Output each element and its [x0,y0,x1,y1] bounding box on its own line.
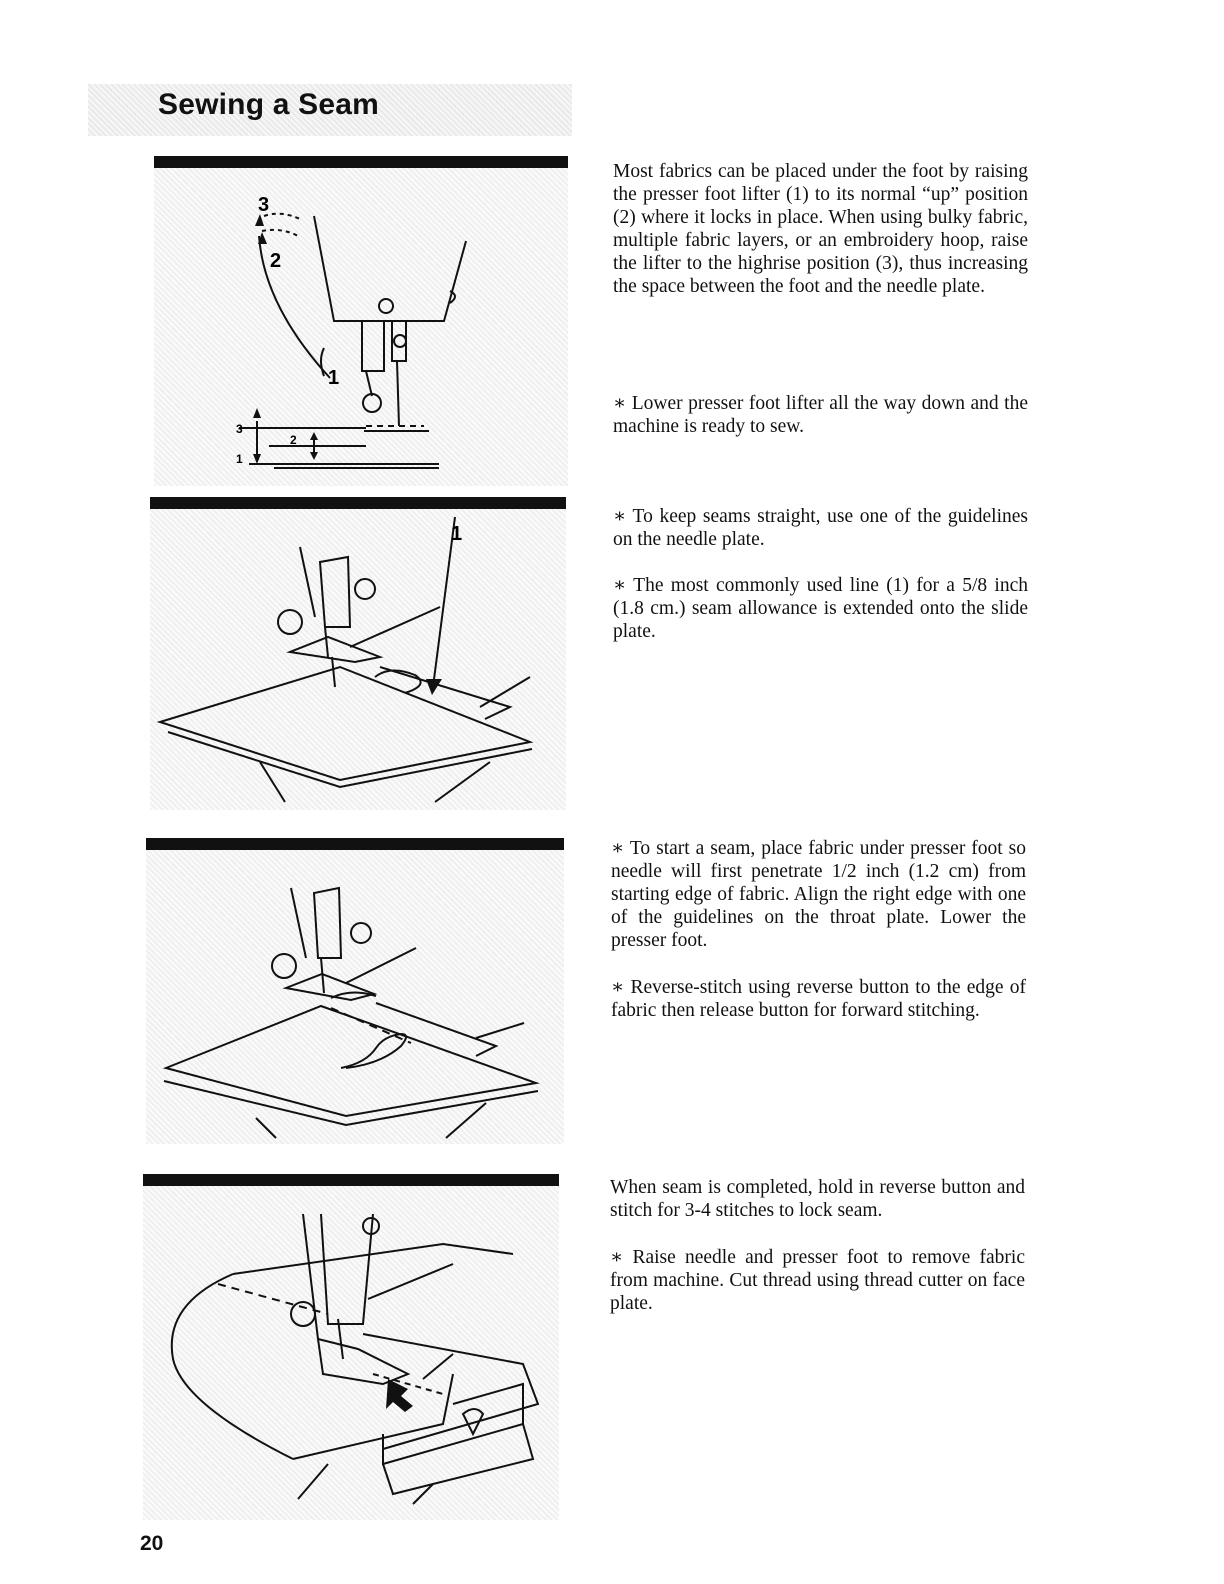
paragraph-lower-lifter: ∗ Lower presser foot lifter all the way down and the machine is ready to sew. [613,393,1028,437]
guideline-label-1: 1 [451,523,463,545]
lifter-label-1: 1 [328,367,340,389]
figure-seam-guideline [150,497,566,810]
figure-remove-fabric [143,1174,559,1520]
presser-foot-lifter-illustration [154,156,568,486]
gauge-label-3: 3 [236,422,243,436]
paragraph-reverse-stitch: ∗ Reverse-stitch using reverse button to the edge of fabric then release button for forward stitching. [611,977,1026,1021]
gauge-label-2: 2 [290,433,297,447]
paragraph-start-seam: ∗ To start a seam, place fabric under presser foot so needle will first penetrate 1/2 inch (1.2 cm) from starting edge of fabric. Align the right edge with one of the guidelines on the throat plate. Lower the presser foot. [611,838,1026,951]
paragraph-raise-lifter: Most fabrics can be placed under the foot by raising the presser foot lifter (1) to its normal “up” position (2) where it locks in place. When using bulky fabric, multiple fabric layers, or an embroidery hoop, raise the lifter to the highrise position (3), thus increasing the space between the foot and the needle plate. [613,161,1028,297]
lifter-label-3: 3 [258,194,270,216]
paragraph-common-line: ∗ The most commonly used line (1) for a 5/8 inch (1.8 cm.) seam allowance is extended onto the slide plate. [613,575,1028,642]
gauge-label-1: 1 [236,452,243,466]
paragraph-keep-straight: ∗ To keep seams straight, use one of the guidelines on the needle plate. [613,506,1028,550]
paragraph-lock-seam: When seam is completed, hold in reverse button and stitch for 3-4 stitches to lock seam. [610,1177,1025,1221]
figure-start-seam [146,838,564,1144]
figure-presser-foot-lifter [154,156,568,486]
page-number: 20 [140,1532,164,1555]
seam-guideline-illustration [150,497,566,810]
remove-fabric-illustration [143,1174,559,1520]
lifter-label-2: 2 [270,250,282,272]
paragraph-remove-fabric: ∗ Raise needle and presser foot to remove fabric from machine. Cut thread using thread cutter on face plate. [610,1247,1025,1314]
page-title: Sewing a Seam [158,88,380,121]
start-seam-illustration [146,838,564,1144]
